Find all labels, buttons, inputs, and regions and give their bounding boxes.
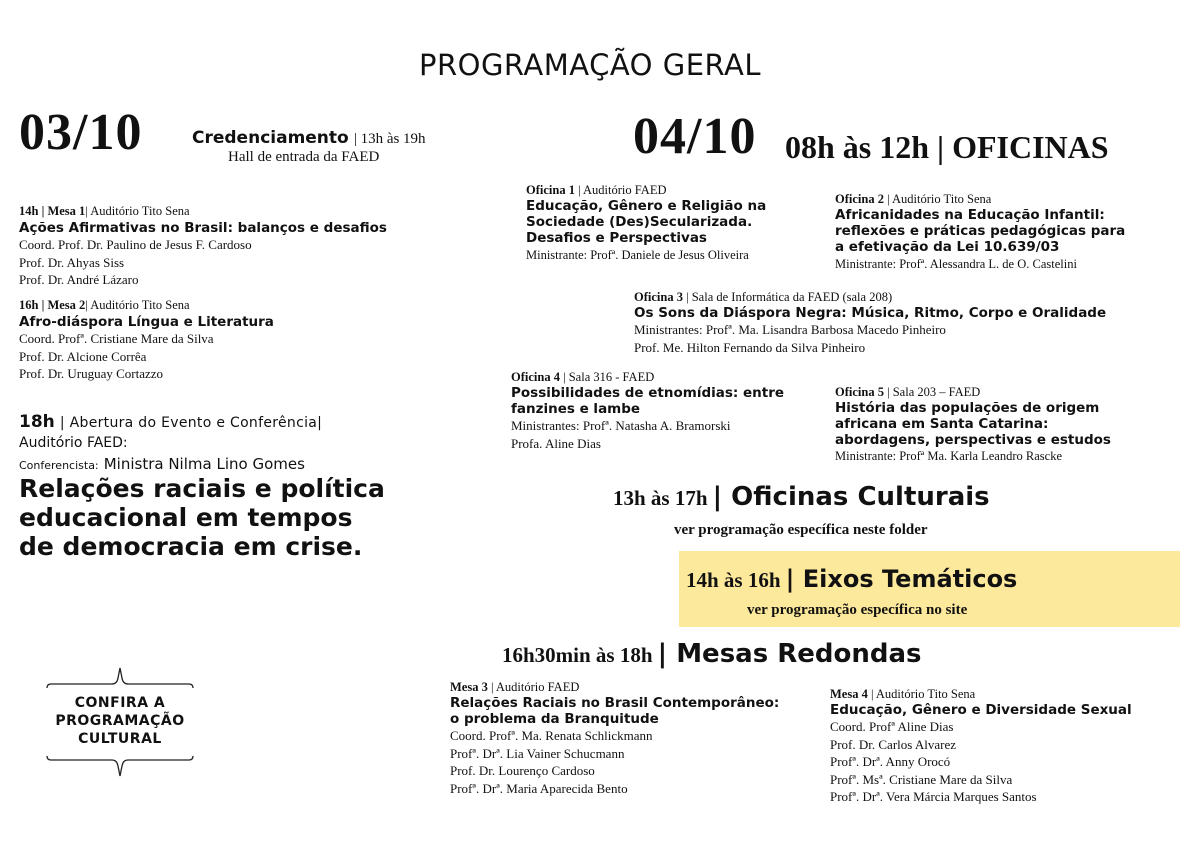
oficina3-header bbox=[634, 290, 1106, 305]
oficina2-title: a efetivação da Lei 10.639/03 bbox=[835, 239, 1060, 255]
mesa3-person: Profª. Drª. Lia Vainer Schucmann bbox=[450, 745, 625, 761]
page-title: PROGRAMAÇÃO GERAL bbox=[419, 48, 761, 82]
conferencista bbox=[19, 454, 305, 473]
oficina5-title: História das populações de origem bbox=[835, 400, 1100, 416]
oficina4-person: Profa. Aline Dias bbox=[511, 435, 601, 451]
culturais-time: 13h às 17h bbox=[613, 486, 708, 510]
mesa3-title: Relações Raciais no Brasil Contemporâneo: bbox=[450, 695, 780, 711]
mesa1-person: Prof. Dr. André Lázaro bbox=[19, 272, 139, 287]
date-day1: 03/10 bbox=[19, 104, 143, 161]
credenciamento-time: | 13h às 19h bbox=[353, 131, 426, 147]
mesa2-block bbox=[19, 298, 274, 383]
mesas-time: 16h30min às 18h bbox=[502, 643, 653, 667]
mesa1-person: Prof. Dr. Ahyas Siss bbox=[19, 254, 125, 270]
lecture-title bbox=[19, 474, 385, 561]
mesa3-person: Profª. Drª. Maria Aparecida Bento bbox=[450, 780, 628, 796]
mesa4-header bbox=[830, 687, 1132, 702]
confira-line: PROGRAMAÇÃO bbox=[55, 713, 185, 729]
oficina2-header bbox=[835, 192, 1125, 207]
oficina5-place: | Sala 203 – FAED bbox=[887, 385, 981, 399]
mesa3-person: Prof. Dr. Lourenço Cardoso bbox=[450, 763, 595, 778]
oficina2-place: | Auditório Tito Sena bbox=[887, 192, 992, 206]
oficina2-head: Oficina 2 bbox=[835, 192, 884, 206]
eixos-time: 14h às 16h bbox=[686, 568, 781, 592]
mesa1-header bbox=[19, 204, 387, 219]
oficina3-head: Oficina 3 bbox=[634, 290, 683, 304]
oficina4-block bbox=[511, 370, 784, 452]
mesa2-head: 16h | Mesa 2 bbox=[19, 298, 86, 312]
mesa3-title: o problema da Branquitude bbox=[450, 711, 659, 727]
oficina1-title: Desafios e Perspectivas bbox=[526, 230, 707, 246]
oficina4-title: Possibilidades de etnomídias: entre bbox=[511, 385, 785, 401]
mesa2-person: Prof. Dr. Alcione Corrêa bbox=[19, 348, 147, 364]
abertura-time: 18h bbox=[19, 412, 55, 432]
oficina1-person: Ministrante: Profª. Daniele de Jesus Oliveira bbox=[526, 248, 749, 262]
oficina1-header bbox=[526, 183, 766, 198]
mesas-label: | Mesas Redondas bbox=[657, 639, 922, 669]
mesa3-head: Mesa 3 bbox=[450, 680, 488, 694]
culturais-heading bbox=[613, 482, 990, 512]
mesa2-person: Prof. Dr. Uruguay Cortazzo bbox=[19, 366, 164, 381]
oficina2-person: Ministrante: Profª. Alessandra L. de O. Castelini bbox=[835, 257, 1077, 271]
abertura-heading bbox=[19, 412, 322, 432]
oficina4-header bbox=[511, 370, 784, 385]
eixos-note: ver programação específica no site bbox=[747, 602, 968, 618]
credenciamento-label: Credenciamento bbox=[192, 128, 349, 148]
oficina4-place: | Sala 316 - FAED bbox=[563, 370, 655, 384]
oficina4-title: fanzines e lambe bbox=[511, 401, 641, 417]
oficinas-heading bbox=[785, 128, 1109, 166]
mesa4-title: Educação, Gênero e Diversidade Sexual bbox=[830, 702, 1132, 718]
mesa4-block bbox=[830, 687, 1132, 806]
oficina5-title: africana em Santa Catarina: bbox=[835, 416, 1049, 432]
mesa4-person: Profª. Drª. Anny Orocó bbox=[830, 754, 951, 769]
oficina2-title: Africanidades na Educação Infantil: bbox=[835, 207, 1105, 223]
confira-text bbox=[45, 694, 195, 748]
oficinas-time: 08h às 12h bbox=[785, 129, 930, 165]
mesa4-place: | Auditório Tito Sena bbox=[870, 687, 976, 701]
oficina1-block bbox=[526, 183, 766, 263]
oficina1-place: | Auditório FAED bbox=[578, 183, 667, 197]
oficina4-head: Oficina 4 bbox=[511, 370, 560, 384]
mesa1-block bbox=[19, 204, 387, 289]
lecture-line: educacional em tempos bbox=[19, 503, 353, 532]
mesa3-place: | Auditório FAED bbox=[490, 680, 580, 694]
oficina3-person: Ministrantes: Profª. Ma. Lisandra Barbosa Macedo Pinheiro bbox=[634, 322, 946, 337]
confira-line: CULTURAL bbox=[78, 731, 162, 747]
abertura-label: | Abertura do Evento e Conferência| bbox=[59, 415, 323, 431]
mesas-heading bbox=[502, 639, 922, 669]
mesa3-block bbox=[450, 680, 779, 797]
credenciamento bbox=[192, 128, 426, 148]
mesa4-head: Mesa 4 bbox=[830, 687, 868, 701]
mesa1-title: Ações Afirmativas no Brasil: balanços e desafios bbox=[19, 220, 387, 236]
oficina3-place: | Sala de Informática da FAED (sala 208) bbox=[686, 290, 893, 304]
mesa2-person: Coord. Profª. Cristiane Mare da Silva bbox=[19, 331, 214, 346]
oficina5-head: Oficina 5 bbox=[835, 385, 884, 399]
eixos-label: | Eixos Temáticos bbox=[785, 565, 1018, 593]
culturais-label: | Oficinas Culturais bbox=[712, 482, 990, 512]
conferencista-name: Ministra Nilma Lino Gomes bbox=[103, 455, 305, 473]
mesa1-person: Coord. Prof. Dr. Paulino de Jesus F. Cardoso bbox=[19, 237, 252, 252]
oficina5-person: Ministrante: Profª Ma. Karla Leandro Rascke bbox=[835, 449, 1062, 463]
confira-badge[interactable] bbox=[45, 666, 195, 778]
oficina1-title: Sociedade (Des)Secularizada. bbox=[526, 214, 753, 230]
oficina5-header bbox=[835, 385, 1111, 400]
mesa4-person: Coord. Profª Aline Dias bbox=[830, 719, 954, 734]
mesa4-person: Profª. Drª. Vera Márcia Marques Santos bbox=[830, 789, 1037, 804]
mesa3-header bbox=[450, 680, 779, 695]
abertura-place: Auditório FAED: bbox=[19, 435, 128, 451]
mesa1-place: | Auditório Tito Sena bbox=[85, 204, 190, 218]
oficina5-title: abordagens, perspectivas e estudos bbox=[835, 432, 1111, 448]
mesa2-title: Afro-diáspora Língua e Literatura bbox=[19, 314, 274, 330]
oficina3-title: Os Sons da Diáspora Negra: Música, Ritmo, Corpo e Oralidade bbox=[634, 305, 1107, 321]
mesa2-header bbox=[19, 298, 274, 313]
oficina2-title: reflexões e práticas pedagógicas para bbox=[835, 223, 1126, 239]
oficinas-label: | OFICINAS bbox=[937, 129, 1109, 165]
mesa4-person: Profª. Msª. Cristiane Mare da Silva bbox=[830, 771, 1013, 787]
date-day2: 04/10 bbox=[633, 108, 757, 165]
mesa2-place: | Auditório Tito Sena bbox=[85, 298, 190, 312]
mesa4-person: Prof. Dr. Carlos Alvarez bbox=[830, 736, 957, 752]
culturais-note: ver programação específica neste folder bbox=[674, 522, 928, 538]
lecture-line: de democracia em crise. bbox=[19, 532, 363, 561]
conferencista-label: Conferencista: bbox=[19, 459, 99, 472]
oficina2-block bbox=[835, 192, 1125, 272]
oficina1-title: Educação, Gênero e Religião na bbox=[526, 198, 767, 214]
oficina4-person: Ministrantes: Profª. Natasha A. Bramorski bbox=[511, 418, 731, 433]
oficina3-block bbox=[634, 290, 1106, 356]
oficina5-block bbox=[835, 385, 1111, 464]
credenciamento-place: Hall de entrada da FAED bbox=[228, 149, 380, 165]
eixos-heading bbox=[686, 565, 1017, 593]
lecture-line: Relações raciais e política bbox=[19, 474, 385, 503]
mesa3-person: Coord. Profª. Ma. Renata Schlickmann bbox=[450, 728, 653, 743]
confira-line: CONFIRA A bbox=[74, 695, 166, 711]
oficina1-head: Oficina 1 bbox=[526, 183, 575, 197]
oficina3-person: Prof. Me. Hilton Fernando da Silva Pinheiro bbox=[634, 339, 866, 355]
mesa1-head: 14h | Mesa 1 bbox=[19, 204, 86, 218]
